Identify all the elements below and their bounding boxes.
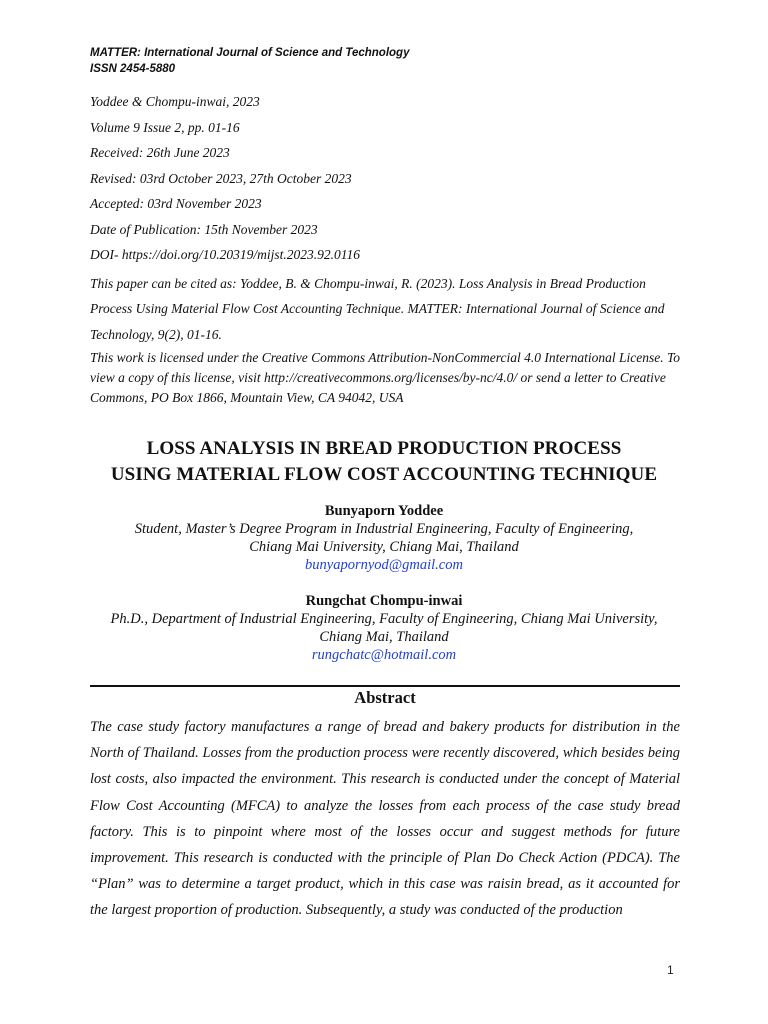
author-email-link[interactable]: rungchatc@hotmail.com xyxy=(311,647,457,663)
license-text: This work is licensed under the Creative Commons Attribution-NonCommercial 4.0 International License. To view a copy of this license, visit http://creativecommons.org/licenses/by-nc/4.0/ or send a letter to Creative Commons, PO Box 1866, Mountain View, CA 94042, USA xyxy=(90,350,680,405)
author-affiliation: Ph.D., Department of Industrial Engineering, Faculty of Engineering, Chiang Mai University, xyxy=(110,611,658,627)
publication-date: Date of Publication: 15th November 2023 xyxy=(90,221,318,237)
revised-date: Revised: 03rd October 2023, 27th October 2023 xyxy=(90,170,352,186)
author-affiliation: Chiang Mai University, Chiang Mai, Thailand xyxy=(249,539,519,555)
author-name: Bunyaporn Yoddee xyxy=(324,503,444,519)
abstract-body xyxy=(90,714,680,924)
doi-link[interactable]: DOI- https://doi.org/10.20319/mijst.2023.92.0116 xyxy=(90,247,360,262)
title-line-2: USING MATERIAL FLOW COST ACCOUNTING TECHNIQUE xyxy=(110,464,658,485)
accepted-date: Accepted: 03rd November 2023 xyxy=(90,196,262,211)
received-date: Received: 26th June 2023 xyxy=(90,145,230,160)
abstract-text: The case study factory manufactures a range of bread and bakery products for distribution in the North of Thailand. Losses from the production process were recently discovered, which besides being lost costs, also impacted the environment. This research is conducted under the concept of Material Flow Cost Accounting (MFCA) to analyze the losses from each process of the case study bread factory. This is to pinpoint where most of the losses occur and suggest methods for future improvement. This research is conducted with the principle of Plan Do Check Action (PDCA). The “Plan” was to determine a target product, which in this case was raisin bread, as it accounted for the largest proportion of production. Subsequently, a study was conducted of the production xyxy=(90,719,680,919)
author-block xyxy=(60,502,708,574)
author-block xyxy=(60,592,708,664)
journal-header xyxy=(90,45,409,77)
author-affiliation: Student, Master’s Degree Program in Industrial Engineering, Faculty of Engineering, xyxy=(134,521,634,537)
journal-issn: ISSN 2454-5880 xyxy=(90,63,176,75)
abstract-heading: Abstract xyxy=(354,688,416,707)
author-affiliation: Chiang Mai, Thailand xyxy=(319,629,449,645)
section-divider xyxy=(90,685,680,687)
citation-text: This paper can be cited as: Yoddee, B. & Chompu-inwai, R. (2023). Loss Analysis in Bread Production Process Using Material Flow Cost Accounting Technique. MATTER: International Journal of Science and Technology, 9(2), 01-16. xyxy=(90,275,665,342)
authors-year: Yoddee & Chompu-inwai, 2023 xyxy=(90,94,260,109)
author-name: Rungchat Chompu-inwai xyxy=(305,593,463,609)
paper-title xyxy=(60,436,708,488)
page-number: 1 xyxy=(667,963,674,977)
volume-info: Volume 9 Issue 2, pp. 01-16 xyxy=(90,119,240,135)
author-email-link[interactable]: bunyapornyod@gmail.com xyxy=(305,557,463,573)
title-line-1: LOSS ANALYSIS IN BREAD PRODUCTION PROCESS xyxy=(146,438,622,459)
journal-name: MATTER: International Journal of Science and Technology xyxy=(90,47,410,59)
article-metadata xyxy=(90,92,690,408)
